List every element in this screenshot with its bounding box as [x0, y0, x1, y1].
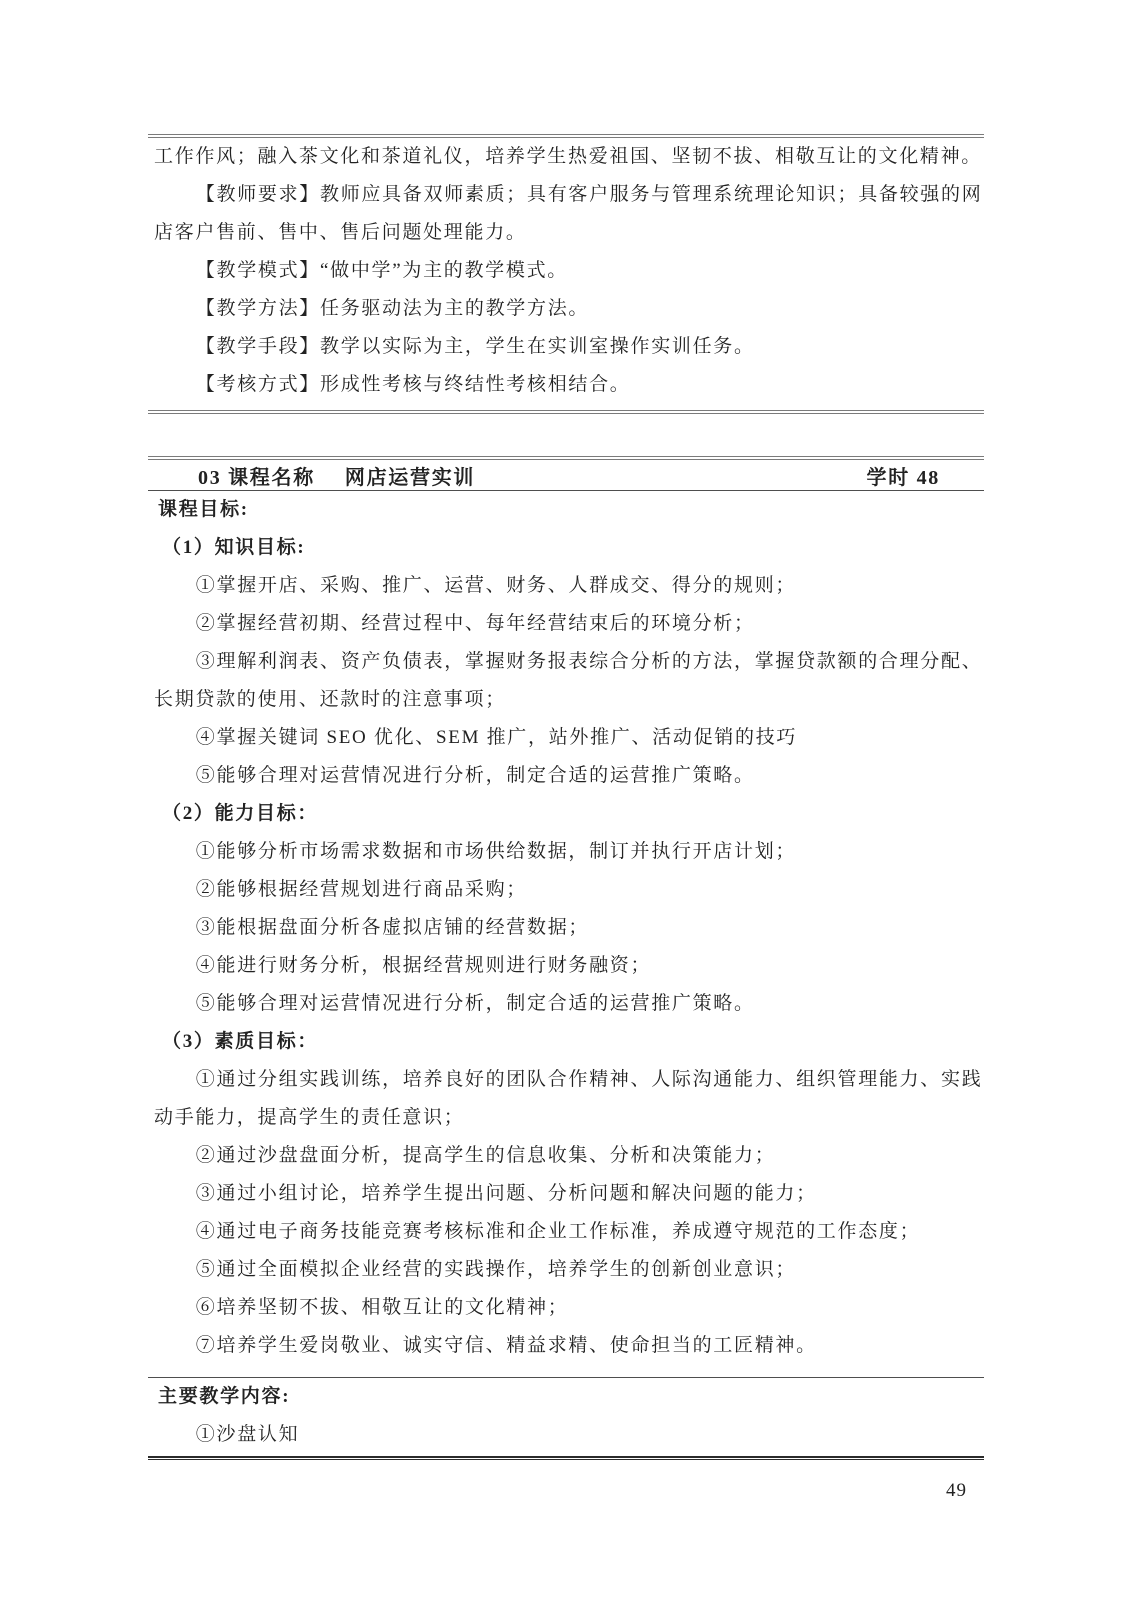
teaching-content-item: ①沙盘认知 [195, 1424, 300, 1445]
knowledge-objectives-heading: （1）知识目标: [162, 537, 306, 558]
quality-item: ①通过分组实践训练，培养良好的团队合作精神、人际沟通能力、组织管理能力、实践动手能力，提高学生的责任意识； [154, 1069, 983, 1128]
page-number: 49 [946, 1480, 967, 1501]
course-table-bottom-rule [148, 1456, 984, 1460]
quality-objectives-heading: （3）素质目标： [162, 1031, 319, 1052]
previous-course-body [148, 138, 984, 410]
knowledge-item: ②掌握经营初期、经营过程中、每年经营结束后的环境分析； [195, 613, 755, 634]
teaching-method-paragraph: 【教学方法】任务驱动法为主的教学方法。 [195, 298, 590, 319]
knowledge-item: ④掌握关键词 SEO 优化、SEM 推广，站外推广、活动促销的技巧 [195, 727, 798, 748]
quality-item: ⑦培养学生爱岗敬业、诚实守信、精益求精、使命担当的工匠精神。 [195, 1335, 817, 1356]
quality-item: ③通过小组讨论，培养学生提出问题、分析问题和解决问题的能力； [195, 1183, 817, 1204]
course-header-row [148, 460, 984, 490]
knowledge-item: ①掌握开店、采购、推广、运营、财务、人群成交、得分的规则； [195, 575, 797, 596]
teaching-means-paragraph: 【教学手段】教学以实际为主，学生在实训室操作实训任务。 [195, 336, 755, 357]
course-name: 网店运营实训 [344, 466, 476, 489]
page-content [148, 0, 984, 1460]
row-divider-spacer [148, 1365, 984, 1377]
knowledge-item: ③理解利润表、资产负债表，掌握财务报表综合分析的方法，掌握贷款额的合理分配、长期贷款的使用、还款时的注意事项； [154, 651, 983, 710]
quality-item: ②通过沙盘盘面分析，提高学生的信息收集、分析和决策能力； [195, 1145, 776, 1166]
knowledge-item: ⑤能够合理对运营情况进行分析，制定合适的运营推广策略。 [195, 765, 755, 786]
ability-item: ②能够根据经营规划进行商品采购； [195, 879, 527, 900]
quality-item: ⑥培养坚韧不拔、相敬互让的文化精神； [195, 1297, 569, 1318]
ability-item: ④能进行财务分析，根据经营规则进行财务融资； [195, 955, 652, 976]
quality-item: ④通过电子商务技能竞赛考核标准和企业工作标准，养成遵守规范的工作态度； [195, 1221, 921, 1242]
course-03-section [148, 456, 984, 1460]
ability-item: ⑤能够合理对运营情况进行分析，制定合适的运营推广策略。 [195, 993, 755, 1014]
course-hours-label: 学时 48 [866, 466, 940, 489]
ability-objectives-heading: （2）能力目标： [162, 803, 319, 824]
quality-item: ⑤通过全面模拟企业经营的实践操作，培养学生的创新创业意识； [195, 1259, 797, 1280]
teaching-content-title: 主要教学内容: [158, 1386, 291, 1407]
previous-course-section [148, 134, 984, 414]
course-code-label: 03 课程名称 [198, 466, 315, 489]
objectives-title: 课程目标: [158, 499, 249, 520]
teacher-requirement-paragraph: 【教师要求】教师应具备双师素质；具有客户服务与管理系统理论知识；具备较强的网店客户售前、售中、售后问题处理能力。 [154, 184, 983, 243]
ability-item: ①能够分析市场需求数据和市场供给数据，制订并执行开店计划； [195, 841, 797, 862]
ability-item: ③能根据盘面分析各虚拟店铺的经营数据； [195, 917, 590, 938]
continuation-paragraph: 工作作风；融入茶文化和茶道礼仪，培养学生热爱祖国、坚韧不拔、相敬互让的文化精神。 [154, 146, 983, 167]
table-bottom-double-rule [148, 410, 984, 414]
assessment-method-paragraph: 【考核方式】形成性考核与终结性考核相结合。 [195, 374, 631, 395]
course-header-left [198, 461, 475, 490]
teaching-mode-paragraph: 【教学模式】“做中学”为主的教学模式。 [195, 260, 568, 281]
